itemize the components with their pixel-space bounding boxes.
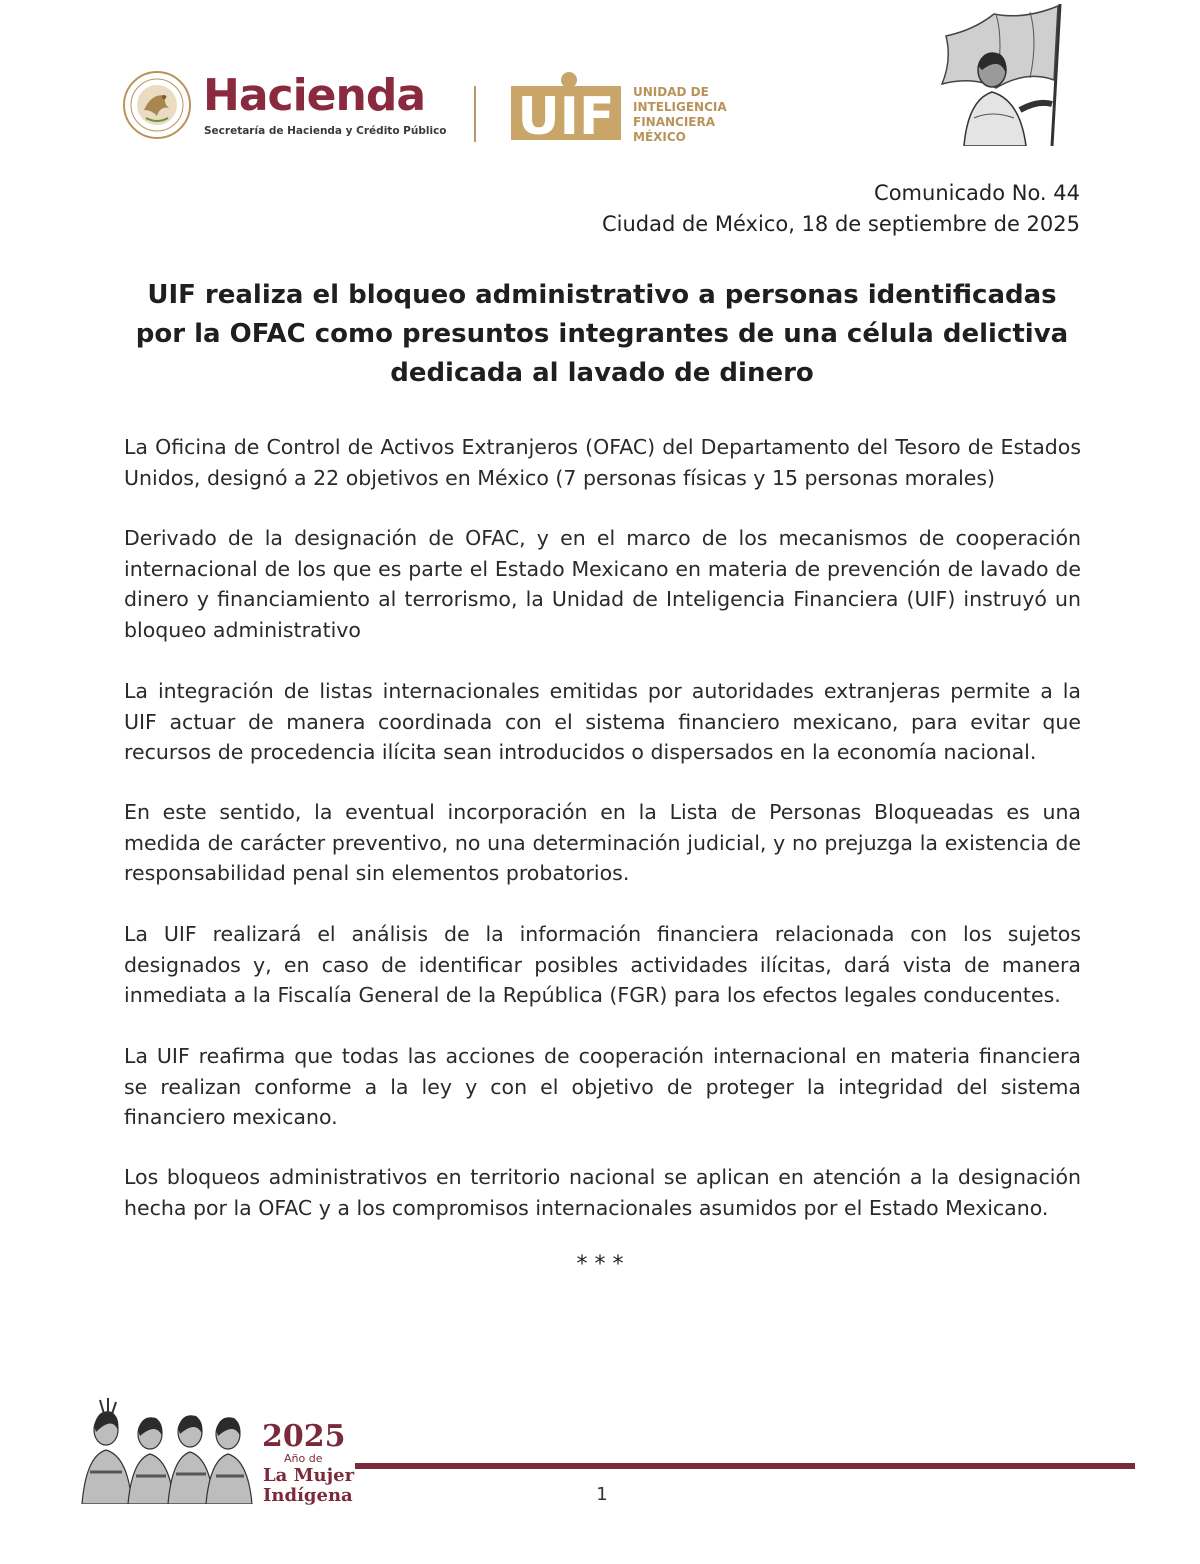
body-paragraph: La Oficina de Control de Activos Extranjeros (OFAC) del Departamento del Tesoro de Estados Unidos, designó a 22 objetivos en México (7 personas físicas y 15 personas morales) <box>124 435 1081 490</box>
hacienda-subtitle: Secretaría de Hacienda y Crédito Público <box>204 125 447 137</box>
page-title: UIF realiza el bloqueo administrativo a personas identificadas por la OFAC como presuntos integrantes de una célula delictiva dedicada al lavado de dinero <box>135 280 1069 388</box>
uif-name <box>633 85 727 145</box>
mexican-seal-icon <box>122 70 192 140</box>
body-paragraph: En este sentido, la eventual incorporación en la Lista de Personas Bloqueadas es una medida de carácter preventivo, no una determinación judicial, y no prejuzga la existencia de responsabilidad penal sin elementos probatorios. <box>124 800 1081 885</box>
uif-line: MÉXICO <box>633 130 686 144</box>
closing-asterisks: * * * <box>576 1252 624 1277</box>
indigenous-women-icon <box>78 1396 256 1504</box>
uif-line: UNIDAD DE <box>633 85 709 99</box>
footer-ano-de: Año de <box>284 1452 323 1465</box>
uif-wordmark: UIF <box>517 87 615 140</box>
footer-la-mujer: La Mujer <box>263 1465 355 1486</box>
uif-line: FINANCIERA <box>633 115 716 129</box>
footer-year: 2025 <box>262 1419 346 1454</box>
hacienda-title: Hacienda <box>203 70 426 121</box>
footer-divider <box>355 1463 1135 1469</box>
body-paragraph: Derivado de la designación de OFAC, y en el marco de los mecanismos de cooperación internacional de los que es parte el Estado Mexicano en materia de prevención de lavado de dinero y financiamiento al terrorismo, la Unidad de Inteligencia Financiera (UIF) instruyó un bloqueo administrativo <box>124 526 1081 642</box>
footer-indigena: Indígena <box>263 1485 353 1506</box>
body-paragraph: Los bloqueos administrativos en territorio nacional se aplican en atención a la designación hecha por la OFAC y a los compromisos internacionales asumidos por el Estado Mexicano. <box>124 1165 1081 1220</box>
header-divider <box>474 86 476 142</box>
body-paragraph: La integración de listas internacionales emitidas por autoridades extranjeras permite a la UIF actuar de manera coordinada con el sistema financiero mexicano, para evitar que recursos de procedencia ilícita sean introducidos o dispersados en la economía nacional. <box>124 679 1081 764</box>
uif-logo <box>511 72 621 140</box>
uif-line: INTELIGENCIA <box>633 100 727 114</box>
body-paragraph: La UIF reafirma que todas las acciones de cooperación internacional en materia financiera se realizan conforme a la ley y con el objetivo de proteger la integridad del sistema financiero mexicano. <box>124 1044 1081 1129</box>
woman-with-flag-icon <box>934 0 1076 146</box>
body-paragraph: La UIF realizará el análisis de la información financiera relacionada con los sujetos designados y, en caso de identificar posibles actividades ilícitas, dará vista de manera inmediata a la Fiscalía General de la República (FGR) para los efectos legales conducentes. <box>124 922 1081 1007</box>
comunicado-number: Comunicado No. 44 <box>874 181 1080 205</box>
document-date: Ciudad de México, 18 de septiembre de 2025 <box>601 212 1080 236</box>
page-number: 1 <box>596 1484 608 1505</box>
